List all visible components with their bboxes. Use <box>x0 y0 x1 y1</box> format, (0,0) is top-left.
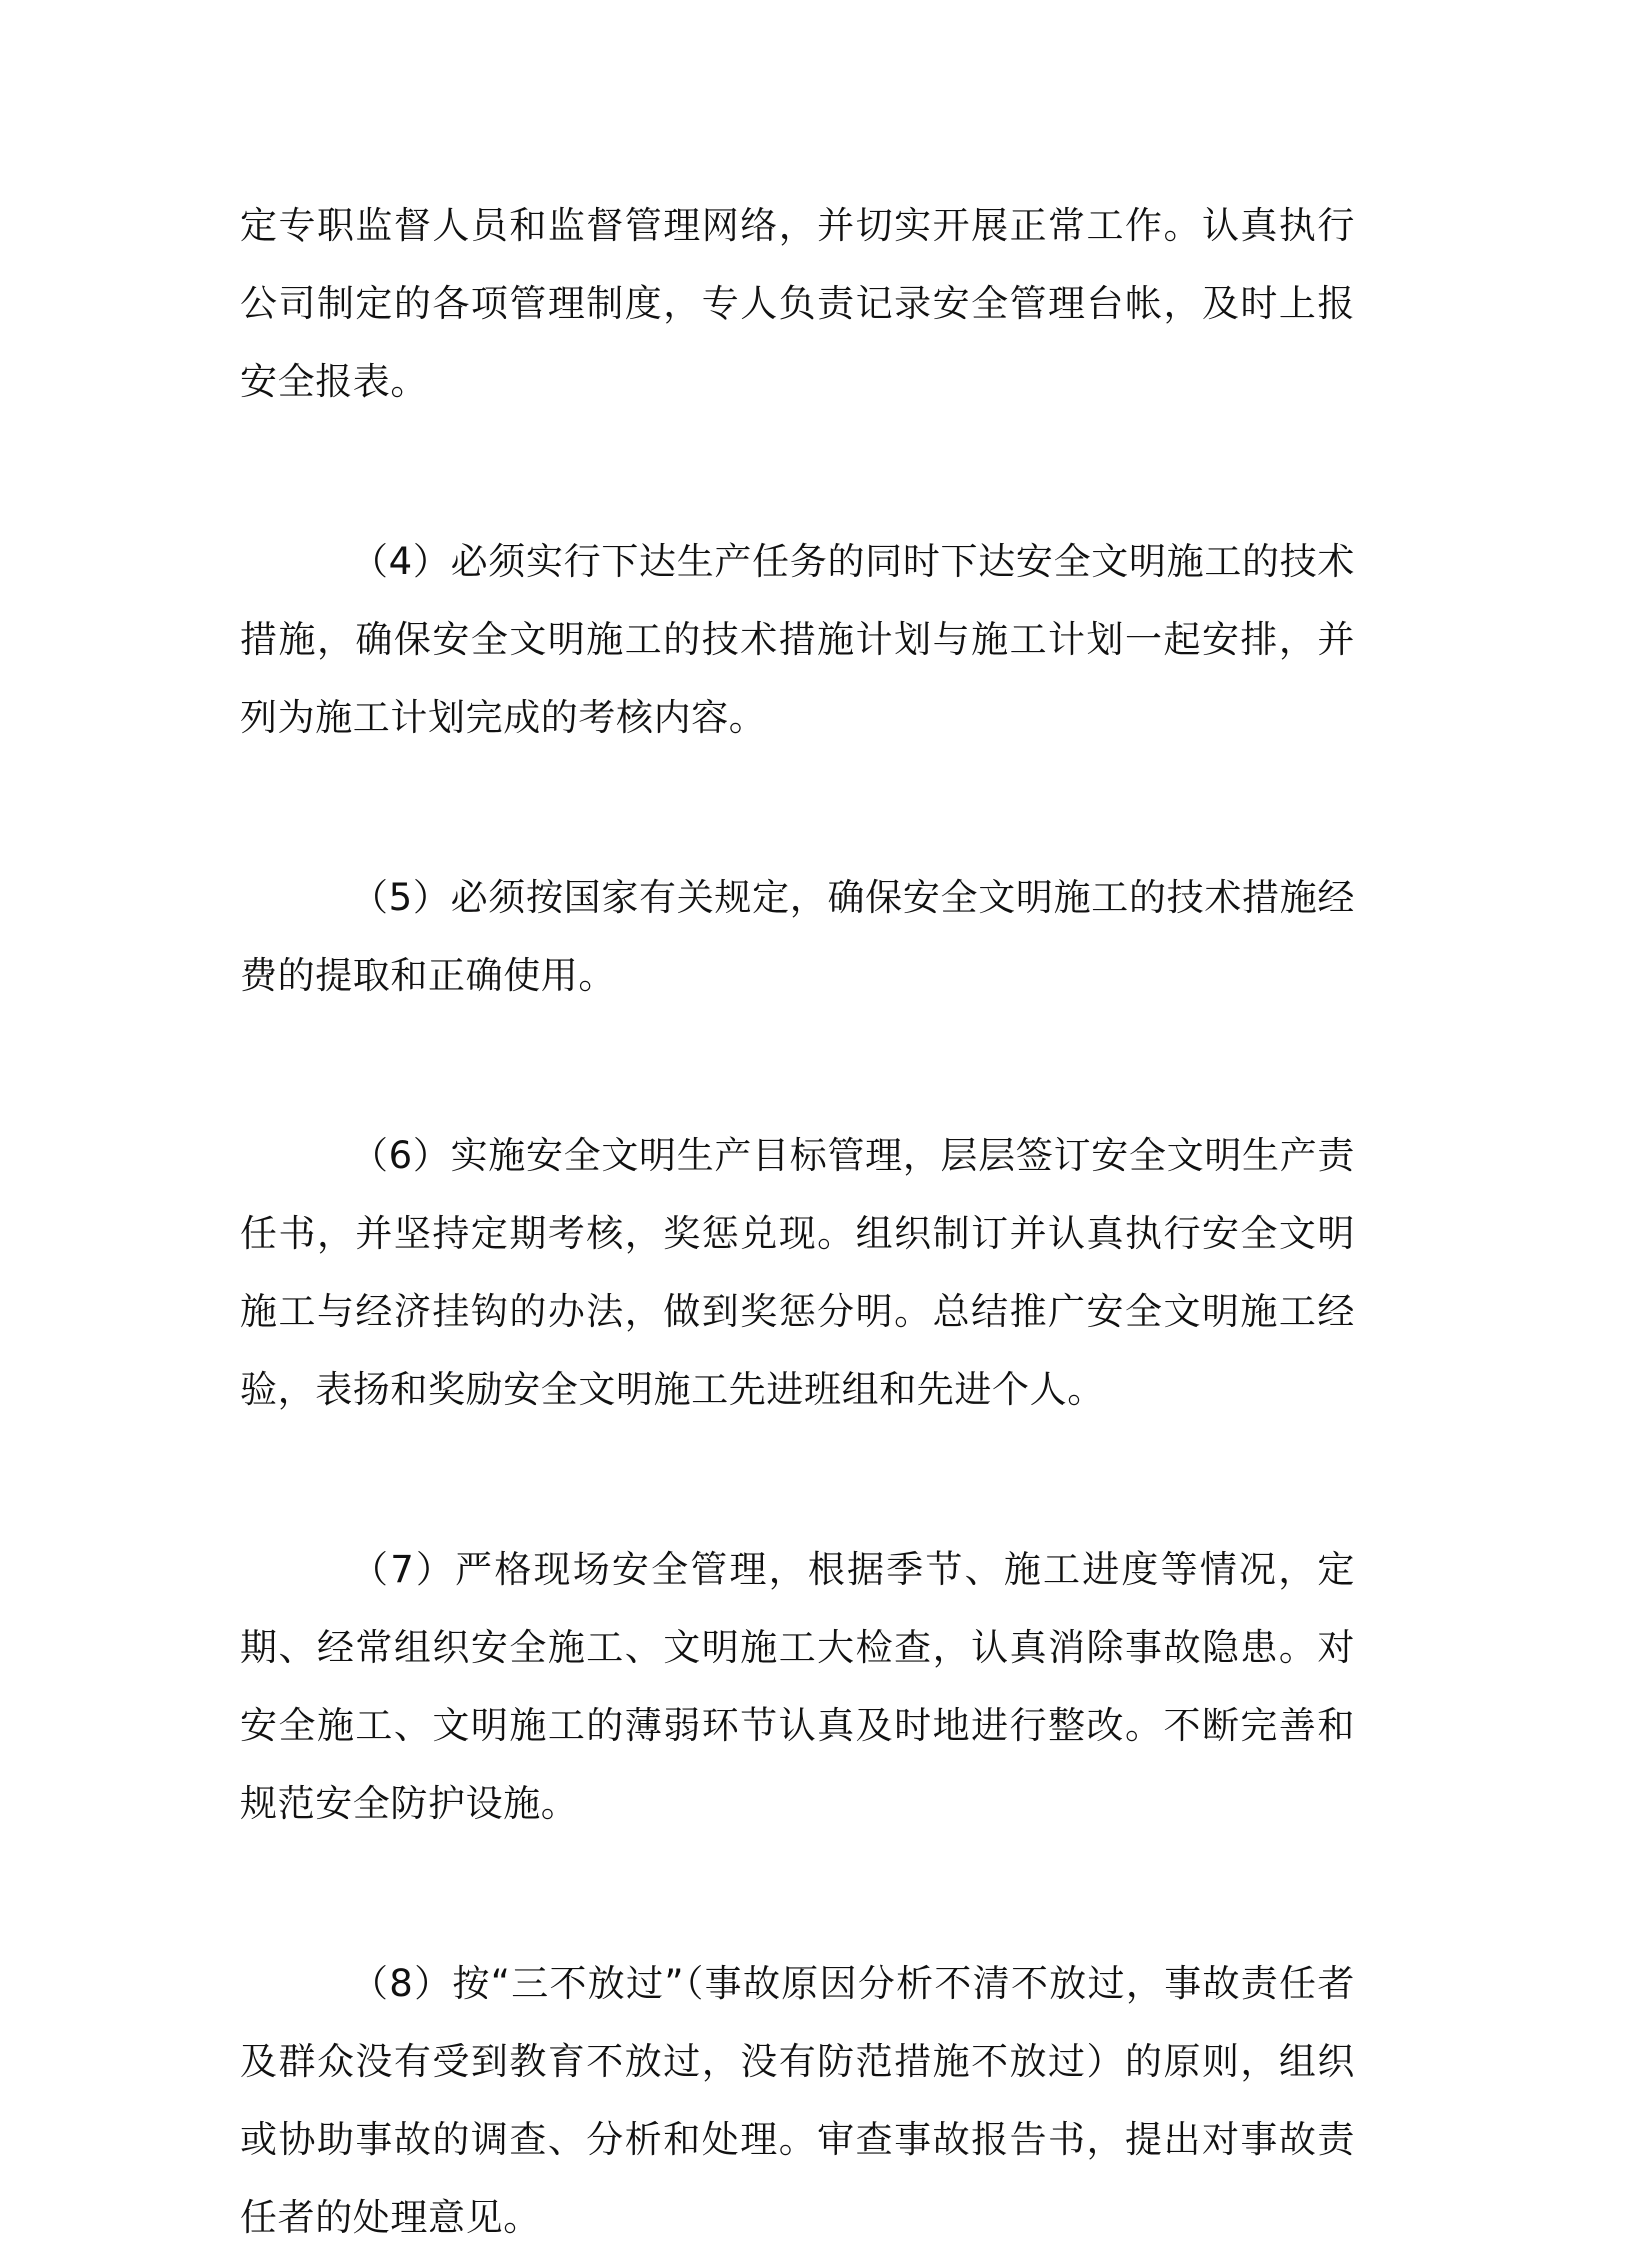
paragraph-continuation: 定专职监督人员和监督管理网络，并切实开展正常工作。认真执行公司制定的各项管理制度，专人负责记录安全管理台帐，及时上报安全报表。 <box>240 204 1355 403</box>
paragraph-item-6: （6）实施安全文明生产目标管理，层层签订安全文明生产责任书，并坚持定期考核，奖惩兑现。组织制订并认真执行安全文明施工与经济挂钩的办法，做到奖惩分明。总结推广安全文明施工经验，表扬和奖励安全文明施工先进班组和先进个人。 <box>240 1134 1355 1411</box>
paragraph-item-4: （4）必须实行下达生产任务的同时下达安全文明施工的技术措施，确保安全文明施工的技术措施计划与施工计划一起安排，并列为施工计划完成的考核内容。 <box>240 540 1355 739</box>
paragraph-item-5: （5）必须按国家有关规定，确保安全文明施工的技术措施经费的提取和正确使用。 <box>240 876 1355 997</box>
document-body <box>240 187 1355 2257</box>
paragraph-item-7: （7）严格现场安全管理，根据季节、施工进度等情况，定期、经常组织安全施工、文明施工大检查，认真消除事故隐患。对安全施工、文明施工的薄弱环节认真及时地进行整改。不断完善和规范安全防护设施。 <box>240 1548 1355 1825</box>
paragraph-item-8: （8）按“三不放过”（事故原因分析不清不放过，事故责任者及群众没有受到教育不放过，没有防范措施不放过）的原则，组织或协助事故的调查、分析和处理。审查事故报告书，提出对事故责任者的处理意见。 <box>240 1962 1355 2239</box>
